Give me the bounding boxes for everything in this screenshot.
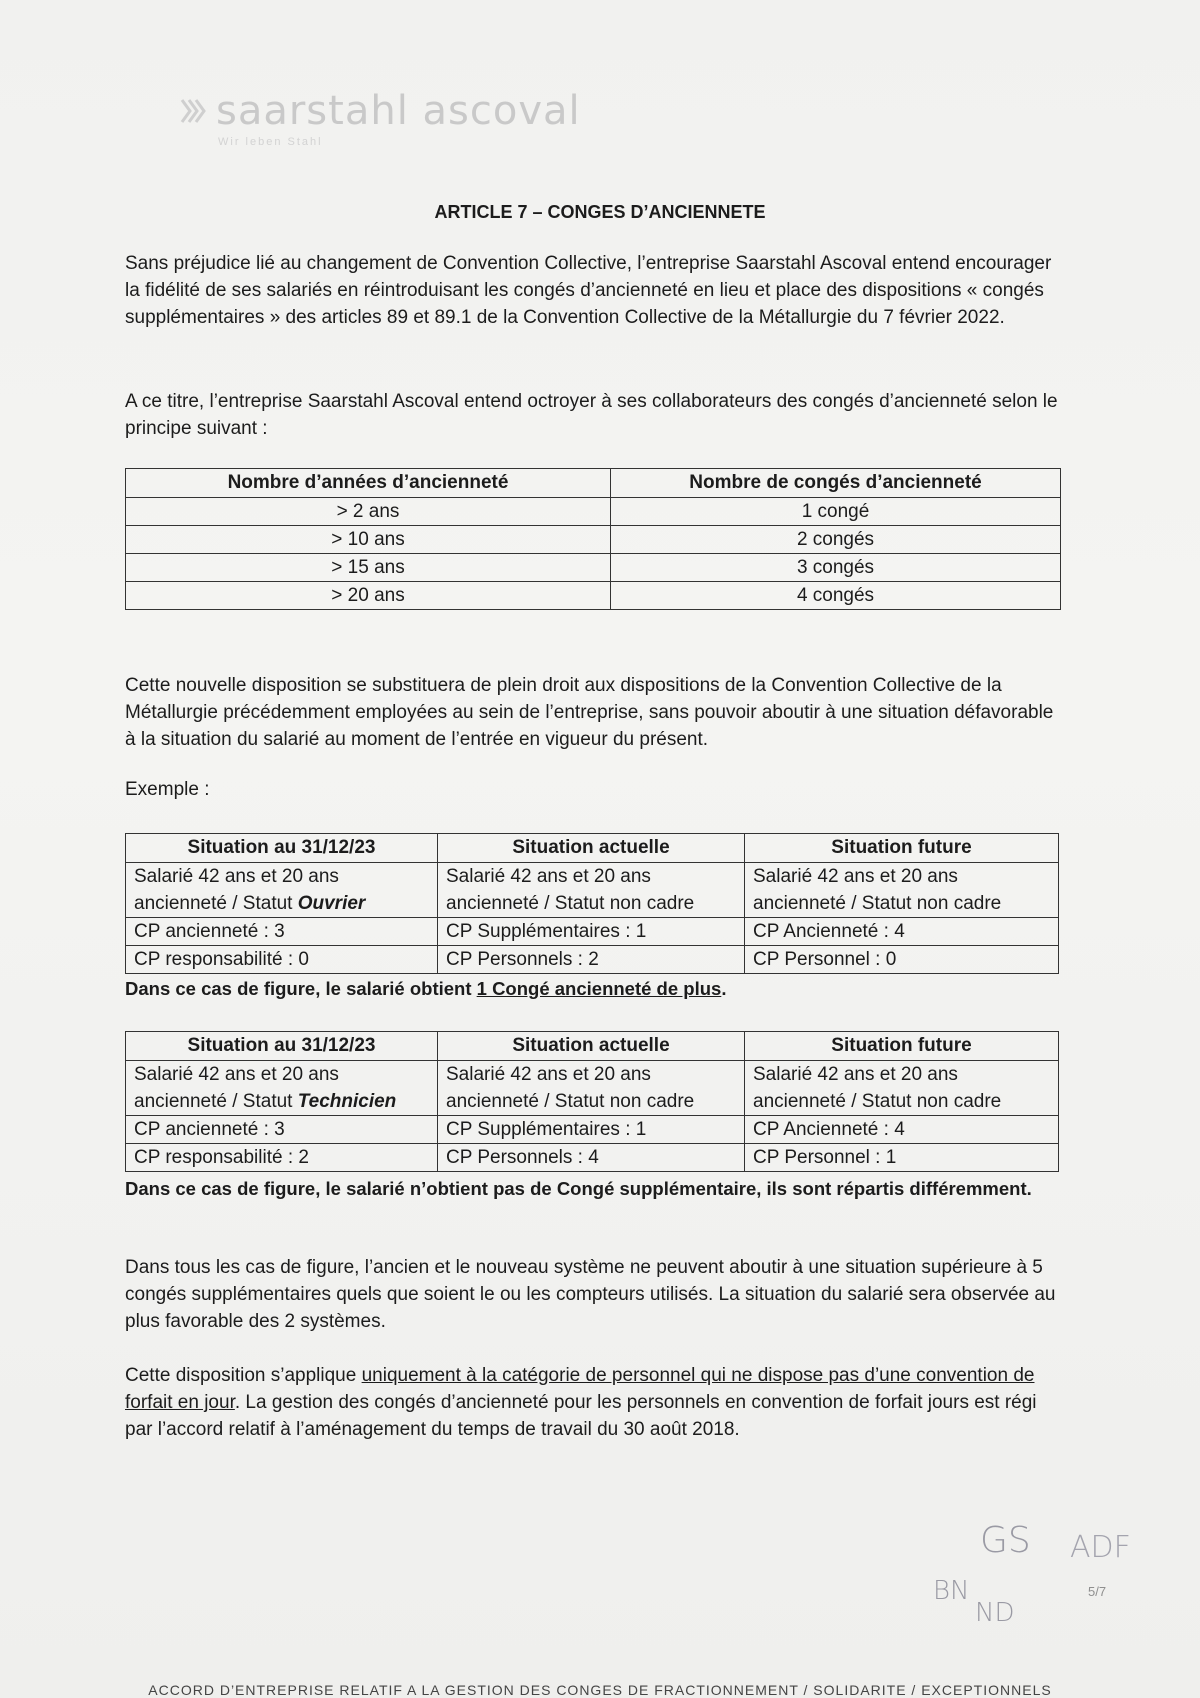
limit-paragraph: Dans tous les cas de figure, l’ancien et le nouveau système ne peuvent aboutir à une situation supérieure à 5 congés supplémentaires quels que soient le ou les compteurs utilisés. La situation du salarié sera observée au plus favorable des 2 systèmes.: [125, 1257, 1056, 1332]
header-situation-2023: Situation au 31/12/23: [126, 834, 438, 863]
employee-cell-current: [438, 1061, 745, 1116]
table-header-row: [126, 469, 1061, 498]
article-title: ARTICLE 7 – CONGES D’ANCIENNETE: [434, 202, 766, 222]
employee-cell-future: [745, 863, 1059, 918]
leaves-cell: 2 congés: [611, 526, 1061, 554]
logo-tagline: Wir leben Stahl: [218, 136, 323, 148]
table-cell: CP responsabilité : 0: [126, 946, 438, 974]
example1-note: [125, 977, 1085, 1001]
employee-status-line: [134, 1088, 429, 1115]
scope-paragraph: [125, 1362, 1065, 1443]
employee-cell-2023: [126, 863, 438, 918]
initials-nd: ND: [975, 1598, 1015, 1628]
employee-status-line: ancienneté / Statut non cadre: [753, 893, 1002, 914]
table-row: [126, 582, 1061, 610]
saarstahl-logo-icon: [178, 96, 208, 126]
scope-text-end: . La gestion des congés d’ancienneté pour les personnels en convention de forfait jours est régi par l’accord relatif à l’aménagement du temps de travail du 30 août 2018.: [125, 1392, 1037, 1440]
company-logo: [178, 88, 581, 134]
note-text: Dans ce cas de figure, le salarié obtient: [125, 978, 477, 999]
employee-cell-2023: [126, 1061, 438, 1116]
status-value: Ouvrier: [297, 893, 366, 914]
page-footer: ACCORD D’ENTREPRISE RELATIF A LA GESTION DES CONGES DE FRACTIONNEMENT / SOLIDARITE / EXCEPTIONNELS: [148, 1682, 1052, 1698]
status-value: Technicien: [297, 1091, 397, 1112]
employee-status-line: ancienneté / Statut non cadre: [753, 1091, 1002, 1112]
substitution-paragraph: Cette nouvelle disposition se substituera de plein droit aux dispositions de la Convention Collective de la Métallurgie précédemment employées au sein de l’entreprise, sans pouvoir aboutir à une situation défavorable à la situation du salarié au moment de l’entrée en vigueur du présent.: [125, 675, 1054, 750]
years-cell: > 20 ans: [126, 582, 611, 610]
note-underlined: 1 Congé ancienneté de plus: [476, 978, 722, 999]
status-prefix: ancienneté / Statut: [134, 1091, 298, 1112]
years-cell: > 10 ans: [126, 526, 611, 554]
header-situation-future: Situation future: [745, 834, 1059, 863]
header-leaves: Nombre de congés d’ancienneté: [611, 469, 1061, 498]
seniority-table: [125, 468, 1061, 610]
employee-line: Salarié 42 ans et 20 ans: [134, 866, 339, 887]
table-cell: CP ancienneté : 3: [126, 1116, 438, 1144]
employee-line: Salarié 42 ans et 20 ans: [446, 1064, 651, 1085]
table-header-row: [126, 1032, 1059, 1061]
table-cell: CP Supplémentaires : 1: [438, 918, 745, 946]
table-row: [126, 498, 1061, 526]
leaves-cell: 3 congés: [611, 554, 1061, 582]
scope-text: Cette disposition s’applique: [125, 1365, 362, 1386]
table-cell: CP Personnel : 0: [745, 946, 1059, 974]
header-situation-current: Situation actuelle: [438, 1032, 745, 1061]
header-situation-2023: Situation au 31/12/23: [126, 1032, 438, 1061]
employee-status-line: ancienneté / Statut non cadre: [446, 1091, 695, 1112]
header-situation-current: Situation actuelle: [438, 834, 745, 863]
years-cell: > 2 ans: [126, 498, 611, 526]
table-row: [126, 918, 1059, 946]
table-cell: CP Personnel : 1: [745, 1144, 1059, 1172]
employee-line: Salarié 42 ans et 20 ans: [134, 1064, 339, 1085]
scope-underlined: uniquement à la catégorie de personnel qui ne dispose pas d’une convention de forfait en jour: [125, 1365, 1035, 1413]
logo-text: saarstahl ascoval: [216, 88, 581, 134]
employee-cell-current: [438, 863, 745, 918]
table-row: [126, 1061, 1059, 1116]
table-row: [126, 946, 1059, 974]
leaves-cell: 4 congés: [611, 582, 1061, 610]
intro-paragraph: Sans préjudice lié au changement de Convention Collective, l’entreprise Saarstahl Ascoval entend encourager la fidélité de ses salariés en réintroduisant les congés d’ancienneté en lieu et place des dispositions « congés supplémentaires » des articles 89 et 89.1 de la Convention Collective de la Métallurgie du 7 février 2022.: [125, 253, 1052, 328]
status-prefix: ancienneté / Statut: [134, 893, 298, 914]
employee-line: Salarié 42 ans et 20 ans: [753, 866, 958, 887]
employee-line: Salarié 42 ans et 20 ans: [446, 866, 651, 887]
example-label: Exemple :: [125, 779, 210, 800]
header-years: Nombre d’années d’ancienneté: [126, 469, 611, 498]
initials-adf: ADF: [1070, 1530, 1131, 1565]
header-situation-future: Situation future: [745, 1032, 1059, 1061]
example2-note: Dans ce cas de figure, le salarié n’obtient pas de Congé supplémentaire, ils sont répartis différemment.: [125, 1178, 1032, 1199]
table-row: [126, 863, 1059, 918]
table-cell: CP Ancienneté : 4: [745, 918, 1059, 946]
table-cell: CP Personnels : 4: [438, 1144, 745, 1172]
table-header-row: [126, 834, 1059, 863]
years-cell: > 15 ans: [126, 554, 611, 582]
employee-cell-future: [745, 1061, 1059, 1116]
employee-status-line: ancienneté / Statut non cadre: [446, 893, 695, 914]
initials-gs: GS: [980, 1520, 1031, 1561]
page-number: 5/7: [1088, 1584, 1107, 1599]
principle-paragraph: A ce titre, l’entreprise Saarstahl Ascoval entend octroyer à ses collaborateurs des congés d’ancienneté selon le principe suivant :: [125, 391, 1058, 439]
table-row: [126, 1116, 1059, 1144]
employee-line: Salarié 42 ans et 20 ans: [753, 1064, 958, 1085]
table-cell: CP responsabilité : 2: [126, 1144, 438, 1172]
table-cell: CP ancienneté : 3: [126, 918, 438, 946]
employee-status-line: [134, 890, 429, 917]
table-row: [126, 526, 1061, 554]
table-row: [126, 1144, 1059, 1172]
table-row: [126, 554, 1061, 582]
table-cell: CP Supplémentaires : 1: [438, 1116, 745, 1144]
leaves-cell: 1 congé: [611, 498, 1061, 526]
note-end: .: [721, 978, 727, 999]
initials-bn: BN: [933, 1576, 970, 1606]
example-table-technicien: [125, 1031, 1059, 1172]
table-cell: CP Personnels : 2: [438, 946, 745, 974]
table-cell: CP Ancienneté : 4: [745, 1116, 1059, 1144]
example-table-ouvrier: [125, 833, 1059, 974]
